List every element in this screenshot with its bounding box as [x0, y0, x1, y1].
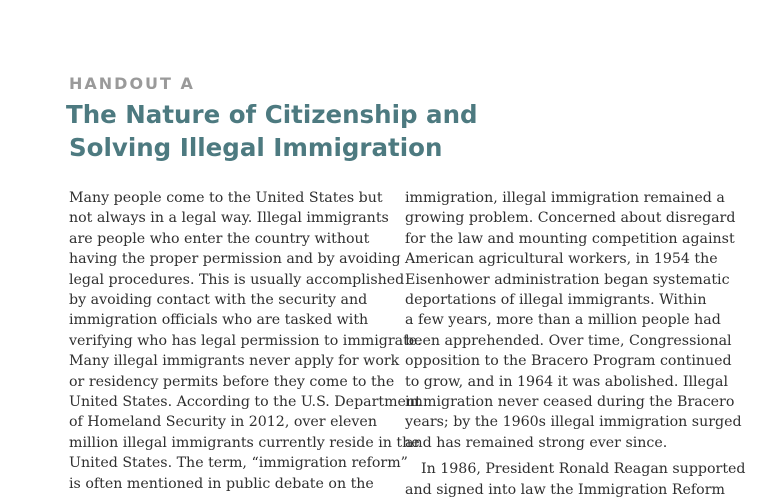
- left-column: [69, 188, 422, 494]
- text-line: American agricultural workers, in 1954 the: [405, 251, 718, 268]
- text-line: In 1986, President Ronald Reagan supported: [421, 461, 746, 478]
- text-line: United States. The term, “immigration reform”: [69, 455, 408, 472]
- text-line: or residency permits before they come to the: [69, 373, 395, 390]
- text-line: opposition to the Bracero Program continued: [405, 353, 732, 370]
- text-line: by avoiding contact with the security and: [69, 292, 368, 309]
- text-line: deportations of illegal immigrants. Within: [405, 292, 707, 309]
- text-line: immigration never ceased during the Bracero: [405, 394, 735, 411]
- right-column: [405, 188, 745, 500]
- text-line: of Homeland Security in 2012, over eleven: [69, 414, 377, 431]
- text-line: and has remained strong ever since.: [405, 434, 668, 451]
- paragraph: [405, 188, 745, 453]
- text-line: not always in a legal way. Illegal immigrants: [69, 210, 389, 227]
- handout-label: HANDOUT A: [69, 74, 195, 93]
- text-line: for the law and mounting competition against: [405, 230, 735, 247]
- title-line: Solving Illegal Immigration: [69, 133, 443, 162]
- paragraph: [405, 459, 745, 500]
- text-line: to grow, and in 1964 it was abolished. Illegal: [405, 373, 728, 390]
- text-line: verifying who has legal permission to immigrate.: [69, 332, 422, 349]
- text-line: Eisenhower administration began systematic: [405, 271, 730, 288]
- text-line: Many illegal immigrants never apply for work: [69, 353, 400, 370]
- text-line: years; by the 1960s illegal immigration surged: [405, 414, 742, 431]
- text-line: a few years, more than a million people had: [405, 312, 721, 329]
- text-line: legal procedures. This is usually accomplished: [69, 271, 405, 288]
- text-line: million illegal immigrants currently reside in the: [69, 434, 420, 451]
- text-line: United States. According to the U.S. Department: [69, 394, 421, 411]
- text-line: is often mentioned in public debate on the: [69, 475, 374, 492]
- text-line: growing problem. Concerned about disregard: [405, 210, 736, 227]
- text-line: Many people come to the United States but: [69, 190, 383, 206]
- text-line: immigration, illegal immigration remained a: [405, 190, 725, 206]
- text-line: immigration officials who are tasked with: [69, 312, 369, 329]
- title-line: The Nature of Citizenship and: [66, 100, 478, 129]
- text-line: been apprehended. Over time, Congressional: [405, 332, 732, 349]
- text-line: having the proper permission and by avoiding: [69, 251, 401, 268]
- text-line: and signed into law the Immigration Reform: [405, 481, 725, 498]
- page-title: [66, 98, 486, 164]
- text-line: are people who enter the country without: [69, 230, 370, 247]
